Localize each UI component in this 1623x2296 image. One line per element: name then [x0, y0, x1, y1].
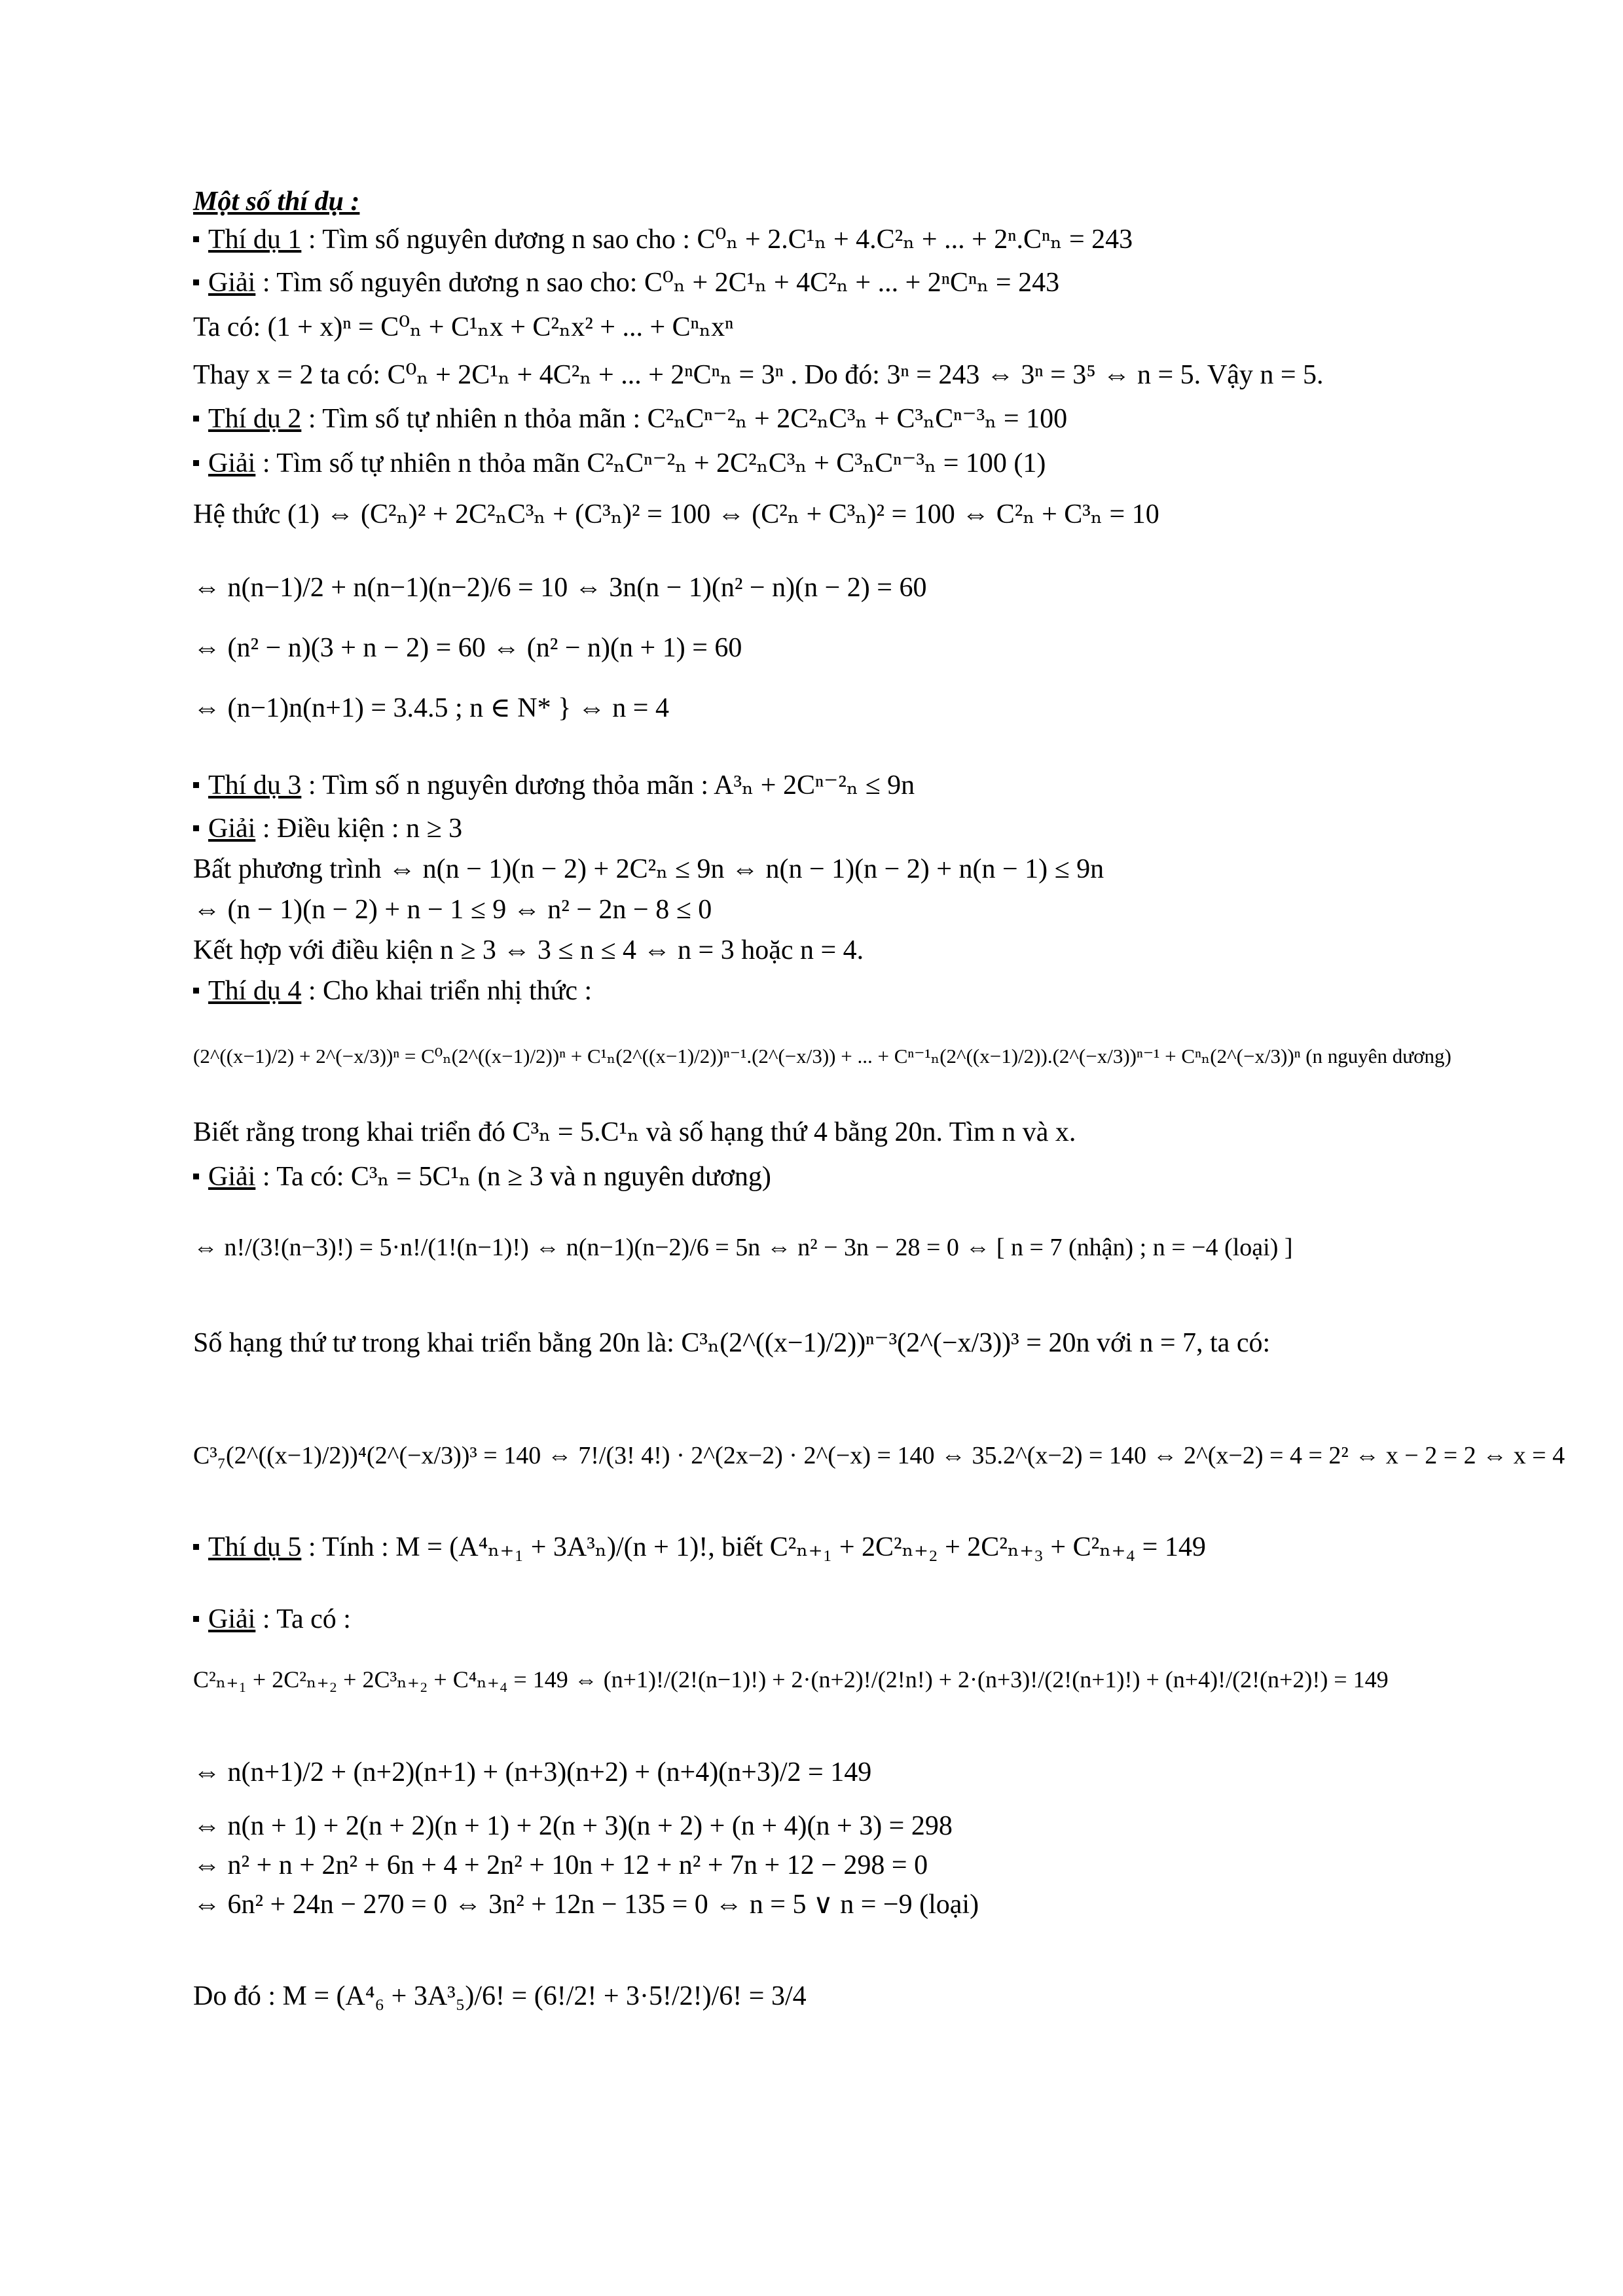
example-text: : Tính : M = (A⁴ₙ₊₁ + 3A³ₙ)/(n + 1)!, biết C²ₙ₊₁ + 2C²ₙ₊₂ + 2C²ₙ₊₃ + C²ₙ₊₄ = 149 [301, 1532, 1206, 1562]
text-line: Thay x = 2 ta có: C⁰ₙ + 2C¹ₙ + 4C²ₙ + ... + 2ⁿCⁿₙ = 3ⁿ . Do đó: 3ⁿ = 243 ⇔ 3ⁿ = 3⁵ ⇔ n = 5. Vậy n = 5. [193, 360, 1324, 390]
formula-line: ⇔ (n − 1)(n − 2) + n − 1 ≤ 9 ⇔ n² − 2n − 8 ≤ 0 [193, 895, 712, 925]
solution-5 [193, 1601, 351, 1638]
example-label: Thí dụ 5 [208, 1532, 302, 1562]
example-2 [193, 401, 1067, 437]
bullet-icon [193, 460, 199, 466]
bullet-icon [193, 782, 199, 788]
formula-line: ⇔ n!/(3!(n−3)!) = 5·n!/(1!(n−1)!) ⇔ n(n−1)(n−2)/6 = 5n ⇔ n² − 3n − 28 = 0 ⇔ [ n = 7 (nhận) ; n = −4 (loại) ] [193, 1234, 1293, 1261]
formula-line: Bất phương trình ⇔ n(n − 1)(n − 2) + 2C²ₙ ≤ 9n ⇔ n(n − 1)(n − 2) + n(n − 1) ≤ 9n [193, 854, 1104, 884]
solution-4 [193, 1158, 771, 1195]
example-text: : Tìm số nguyên dương n sao cho : C⁰ₙ + 2.C¹ₙ + 4.C²ₙ + ... + 2ⁿ.Cⁿₙ = 243 [301, 224, 1133, 255]
bullet-icon [193, 1616, 199, 1622]
bullet-icon [193, 236, 199, 242]
solution-1 [193, 264, 1059, 301]
solution-text: : Tìm số tự nhiên n thỏa mãn C²ₙCⁿ⁻²ₙ + 2C²ₙC³ₙ + C³ₙCⁿ⁻³ₙ = 100 (1) [255, 448, 1046, 478]
bullet-icon [193, 1174, 199, 1179]
solution-label: Giải [208, 1604, 256, 1634]
solution-text: : Điều kiện : n ≥ 3 [255, 814, 463, 844]
formula-line: ⇔ (n² − n)(3 + n − 2) = 60 ⇔ (n² − n)(n + 1) = 60 [193, 633, 742, 663]
formula-line: ⇔ n(n+1)/2 + (n+2)(n+1) + (n+3)(n+2) + (n+4)(n+3)/2 = 149 [193, 1757, 872, 1787]
formula-line: C²ₙ₊₁ + 2C²ₙ₊₂ + 2C³ₙ₊₂ + C⁴ₙ₊₄ = 149 ⇔ (n+1)!/(2!(n−1)!) + 2·(n+2)!/(2!n!) + 2·(n+3)!/(2!(n+1)!) + (n+4)!/(2!(n+2)!) = 149 [193, 1666, 1389, 1693]
solution-2 [193, 445, 1046, 482]
example-label: Thí dụ 1 [208, 224, 302, 255]
example-label: Thí dụ 2 [208, 404, 302, 434]
bullet-icon [193, 988, 199, 994]
formula-line: Hệ thức (1) ⇔ (C²ₙ)² + 2C²ₙC³ₙ + (C³ₙ)² = 100 ⇔ (C²ₙ + C³ₙ)² = 100 ⇔ C²ₙ + C³ₙ = 10 [193, 499, 1159, 529]
solution-3 [193, 810, 462, 847]
formula-line: ⇔ 6n² + 24n − 270 = 0 ⇔ 3n² + 12n − 135 = 0 ⇔ n = 5 ∨ n = −9 (loại) [193, 1890, 979, 1920]
example-4 [193, 973, 592, 1009]
formula-line: ⇔ (n−1)n(n+1) = 3.4.5 ; n ∈ N* } ⇔ n = 4 [193, 693, 669, 723]
solution-label: Giải [208, 448, 256, 478]
solution-text: : Tìm số nguyên dương n sao cho: C⁰ₙ + 2C¹ₙ + 4C²ₙ + ... + 2ⁿCⁿₙ = 243 [255, 268, 1060, 298]
solution-label: Giải [208, 1162, 256, 1192]
example-text: : Cho khai triển nhị thức : [301, 976, 593, 1006]
text-line: Số hạng thứ tư trong khai triển bằng 20n là: C³ₙ(2^((x−1)/2))ⁿ⁻³(2^(−x/3))³ = 20n với n = 7, ta có: [193, 1328, 1271, 1358]
solution-text: : Ta có : [255, 1604, 351, 1634]
solution-label: Giải [208, 814, 256, 844]
section-heading: Một số thí dụ : [193, 187, 360, 217]
solution-label: Giải [208, 268, 256, 298]
example-1 [193, 221, 1133, 258]
bullet-icon [193, 825, 199, 831]
solution-text: : Ta có: C³ₙ = 5C¹ₙ (n ≥ 3 và n nguyên dương) [255, 1162, 771, 1192]
formula-line: (2^((x−1)/2) + 2^(−x/3))ⁿ = C⁰ₙ(2^((x−1)/2))ⁿ + C¹ₙ(2^((x−1)/2))ⁿ⁻¹.(2^(−x/3)) + ... + Cⁿ⁻¹ₙ(2^((x−1)/2)).(2^(−x/3))ⁿ⁻¹ + Cⁿₙ(2^(−x/3))ⁿ (n nguyên dương) [193, 1045, 1451, 1067]
text-line: Biết rằng trong khai triển đó C³ₙ = 5.C¹ₙ và số hạng thứ 4 bằng 20n. Tìm n và x. [193, 1117, 1076, 1147]
text-line: Kết hợp với điều kiện n ≥ 3 ⇔ 3 ≤ n ≤ 4 ⇔ n = 3 hoặc n = 4. [193, 935, 864, 965]
formula-line: Do đó : M = (A⁴₆ + 3A³₅)/6! = (6!/2! + 3·5!/2!)/6! = 3/4 [193, 1981, 807, 2011]
formula-line: ⇔ n(n−1)/2 + n(n−1)(n−2)/6 = 10 ⇔ 3n(n − 1)(n² − n)(n − 2) = 60 [193, 573, 927, 603]
formula-line: C³₇(2^((x−1)/2))⁴(2^(−x/3))³ = 140 ⇔ 7!/(3! 4!) · 2^(2x−2) · 2^(−x) = 140 ⇔ 35.2^(x−2) = 140 ⇔ 2^(x−2) = 4 = 2² ⇔ x − 2 = 2 ⇔ x = 4 [193, 1442, 1565, 1469]
formula-line: ⇔ n(n + 1) + 2(n + 2)(n + 1) + 2(n + 3)(n + 2) + (n + 4)(n + 3) = 298 [193, 1811, 953, 1841]
bullet-icon [193, 1544, 199, 1550]
bullet-icon [193, 416, 199, 422]
example-label: Thí dụ 4 [208, 976, 302, 1006]
example-text: : Tìm số tự nhiên n thỏa mãn : C²ₙCⁿ⁻²ₙ + 2C²ₙC³ₙ + C³ₙCⁿ⁻³ₙ = 100 [301, 404, 1068, 434]
example-label: Thí dụ 3 [208, 770, 302, 800]
bullet-icon [193, 279, 199, 285]
example-3 [193, 767, 915, 804]
example-text: : Tìm số n nguyên dương thỏa mãn : A³ₙ + 2Cⁿ⁻²ₙ ≤ 9n [301, 770, 915, 800]
example-5 [193, 1529, 1206, 1566]
formula-line: ⇔ n² + n + 2n² + 6n + 4 + 2n² + 10n + 12 + n² + 7n + 12 − 298 = 0 [193, 1850, 928, 1880]
text-line: Ta có: (1 + x)ⁿ = C⁰ₙ + C¹ₙx + C²ₙx² + ... + Cⁿₙxⁿ [193, 312, 734, 342]
